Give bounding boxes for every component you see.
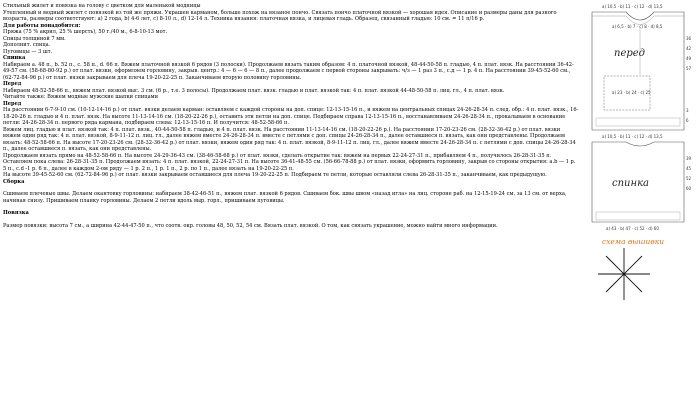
material-extra-needle: Дополнит. спица. xyxy=(3,42,51,48)
back-heading: Спинка xyxy=(3,55,26,61)
related-link[interactable]: Читайте также: Вяжем модные мужские шапки спицами xyxy=(3,94,158,100)
article-title: Стильный жилет и повязка на голову с цветком для маленькой модницы xyxy=(3,3,201,9)
side-dim-6: 6 xyxy=(686,118,689,123)
front-heading: Перед xyxy=(3,81,22,87)
material-buttons: Пуговицы — 3 шт. xyxy=(3,48,53,55)
embroidery-label: схема вышивки xyxy=(602,237,665,246)
material-yarn: Пряжа (75 % акрил, 25 % шерсть), 50 г./40 м., 6-8-10-13 мот. xyxy=(3,29,168,35)
material-needles: Спицы толщиной 7 мм. xyxy=(3,35,66,42)
headband-paragraph: Размер повязки: высота 7 см., а ширина 42-44-47-50 п., что соотв. окр. головы 48, 50, 52, 54 см. Вязать плат. вязкой. О том, как связать украшение, можно найти много информации. xyxy=(3,222,498,229)
side-dim-4: 57 xyxy=(686,66,692,71)
front-neck-dims: a) 6,5 · b) 7 · c) 8 · d) 8,5 xyxy=(612,24,663,29)
back-side-dim-3: 52 xyxy=(686,176,692,181)
front-paragraph-2: На расстоянии 6-7-9-10 см. (10-12-14-16 р.) от плат. вязки делаем карман: оставляем с каждой стороны на доп. спице: 12-13-15-16 п., и вяжем на центральных спицах 24-26-28-34 п. след. обр.: 4 п. плат. вязк., 16-18-20-26 п. гладью и 4 п. плат. вязк. На высоте 11-13-14-16 см. (18-20-22-26 р.), оставить эти петли на доп. спице. Подбираем справа 12-13-15-16 п., восстанавливаем 24-26-28-34 п., прокалываем в основание петли: 24-26-28-34 п. первого ряда кармана, подбираем слева: 12-13-15-16 п. И получится: 48-52-58-66 п. xyxy=(3,107,579,126)
front-top-dims: a) 10,5 · b) 11 · c) 12 · d) 13,5 xyxy=(602,4,663,9)
front-paragraph-1: Набираем 48-52-58-66 п., вяжем плат. вязкой выс. 3 см. (6 р., т.е. 3 полосы). Продолжаем плат. вязк. гладью и плат. вязкой так: 4 п. плат. вязкой 44-48-50-58 п. лиц. гл., 4 п. плат. вязк. xyxy=(3,87,505,94)
assembly-heading: Сборка xyxy=(3,178,25,185)
intro-paragraph: Утепленный и модный жилет с повязкой из той же пряжи. Украшен карманом, больше похож на вязаное пончо. Связать пончо платочной вязкой — хорошая идея. Описание и размеры даны для разного возраста, размеры соответствуют: а) 2 года, b) 4-6 лет, c) 8-10 л., d) 12-14 л. Техника вязания: платочная вязка, и лицевая гладь. Образец, связанный гладью: 10 см. = 11 п/16 р. xyxy=(3,9,557,22)
pocket-dims: a) 23 · b) 24 · c) 25 xyxy=(612,90,651,95)
back-side-dim-1: 39 xyxy=(686,156,692,161)
back-label: спинка xyxy=(612,178,650,189)
back-schematic xyxy=(592,134,692,231)
front-paragraph-4: Продолжаем вязать прямо на 48-52-58-66 п. На высоте 24-29-36-43 см. (38-46-58-68 р.) от плат. вязки, сделать открытие так: вяжем на первых 22-24-27-31 п., прибавляем 4 п., получилось 26-28-31-35 п. Оставляем пока слева: 26-28-31-35 п. Продолжаем вязать: 4 п. плат. вязкой, 22-24-27-31 п. На высоте 36-41-48-55 см. (56-66-78-88 р.) от плат. вязки, оформить горловину, закрыв со стороны открытия: а.b — 1 р. 5 п., с.d -1 р. 6 п., далее в каждом 2-ом ряду — 1 р. 2 п., 1 р. 1 п., 2 р. по 1 п., далее вязать на 19-20-22-25 п. xyxy=(3,152,576,172)
side-dim-1: 36 xyxy=(686,36,692,41)
front-label: перед xyxy=(614,48,646,59)
front-schematic xyxy=(592,4,692,130)
embroidery-scheme xyxy=(598,237,664,300)
back-paragraph: Набираем а. 48 п., b. 52 п., c. 58 п., d. 66 п. Вяжем платочной вязкой 6 рядов (3 полоски). Продолжаем вязать таким образом: 4 п. платочной вязкой, 48-44-50-58 п. гладью, 4 п. плат. вязк. На расстоянии 36-42-49-57 см. (58-68-80-92 р.) от плат. вязки, оформляем горловину, закрыв. центр.: 4 — 6 — 6 — 8 п., далее продолжаем с первой стороны закрывать: ч/з — 1 раз 3 п., с.д — 1 р. 4 п. На расстоянии 39-45-52-60 см., (62-72-84-96 р.) от плат. вязки закрываем для плеча 19-20-22-25 п. Заканчиваем вторую половину горловины. xyxy=(3,61,574,81)
back-side-dim-2: 45 xyxy=(686,166,692,171)
pattern-diagram-svg xyxy=(582,0,699,403)
back-top-dims: a) 10,5 · b) 11 · c) 12 · d) 13,5 xyxy=(602,134,663,139)
front-paragraph-3: Вяжем лиц. гладью и плат. вязкой так: 4 п. плат. вязк., 40-44-50-58 п. гладью, и 4 п. плат. вязк. На расстоянии 11-13-14-16 см. (18-20-22-26 р.). На расстоянии 17-20-23-26 см. (28-32-36-42 р.) от плат. вязки вяжем один ряд так: 4 п. плат. вязкой, 8-9-11-12 п. лиц. гл., далее вяжем вместе 24-26-28-34 п. вместе с петлями с доп. спицы 24-26-28-34 п., далее оставшиеся п. вязать, как они представлены. Продолжаем вязать: 48-52-58-66 п. На высоте 17-20-23-26 см. (28-32-36-42 р.) от плат. вязки, вяжем один ряд так: 4 п. плат. вязкой, 8-9-11-12 п. лиц. гл., далее вяжем вместе 24-26-28-34 п. с петлями с доп. спицы 24-26-28-34 п., далее оставшиеся п. вязать, как они представлены. xyxy=(3,126,576,152)
pattern-diagrams xyxy=(582,0,699,403)
side-dim-3: 49 xyxy=(686,56,692,61)
back-border-band xyxy=(596,212,680,220)
article-text xyxy=(3,3,579,401)
back-side-dim-4: 60 xyxy=(686,186,692,191)
side-dim-5: 3 xyxy=(686,108,689,113)
back-bottom-dims: a) 43 · b) 47 · c) 52 · d) 60 xyxy=(606,226,659,231)
front-paragraph-5: На высоте 39-45-52-60 см. (62-72-84-96 р.) от плат. вязки закрываем оставшиеся для плеча 19-20-22-25 п. Подбираем те петли, которые оставляли слева 26-28-31-35 п., заканчиваем, как предыдущую. xyxy=(3,172,547,178)
headband-heading: Повязка xyxy=(3,210,29,216)
front-border-band xyxy=(596,118,680,126)
assembly-paragraph: Сшиваем плечевые швы. Делаем окантовку горловины: набираем 38-42-46-51 п., вяжем плат. вязкой 6 рядов. Сшиваем бок. швы швом «назад игла» на лиц. стороне раб. на 12-15-19-24 см. за 13 см. от верха, начиная снизу. Пришиваем планку горловины. Делаем 2 петли вдоль выр. горл., пришиваем пуговицы. xyxy=(3,191,567,204)
materials-heading: Для работы понадобится: xyxy=(3,22,81,29)
embroidery-star-icon xyxy=(598,248,650,300)
front-heading-2: Перед xyxy=(3,100,22,107)
side-dim-2: 42 xyxy=(686,46,692,51)
front-outline xyxy=(592,12,684,130)
